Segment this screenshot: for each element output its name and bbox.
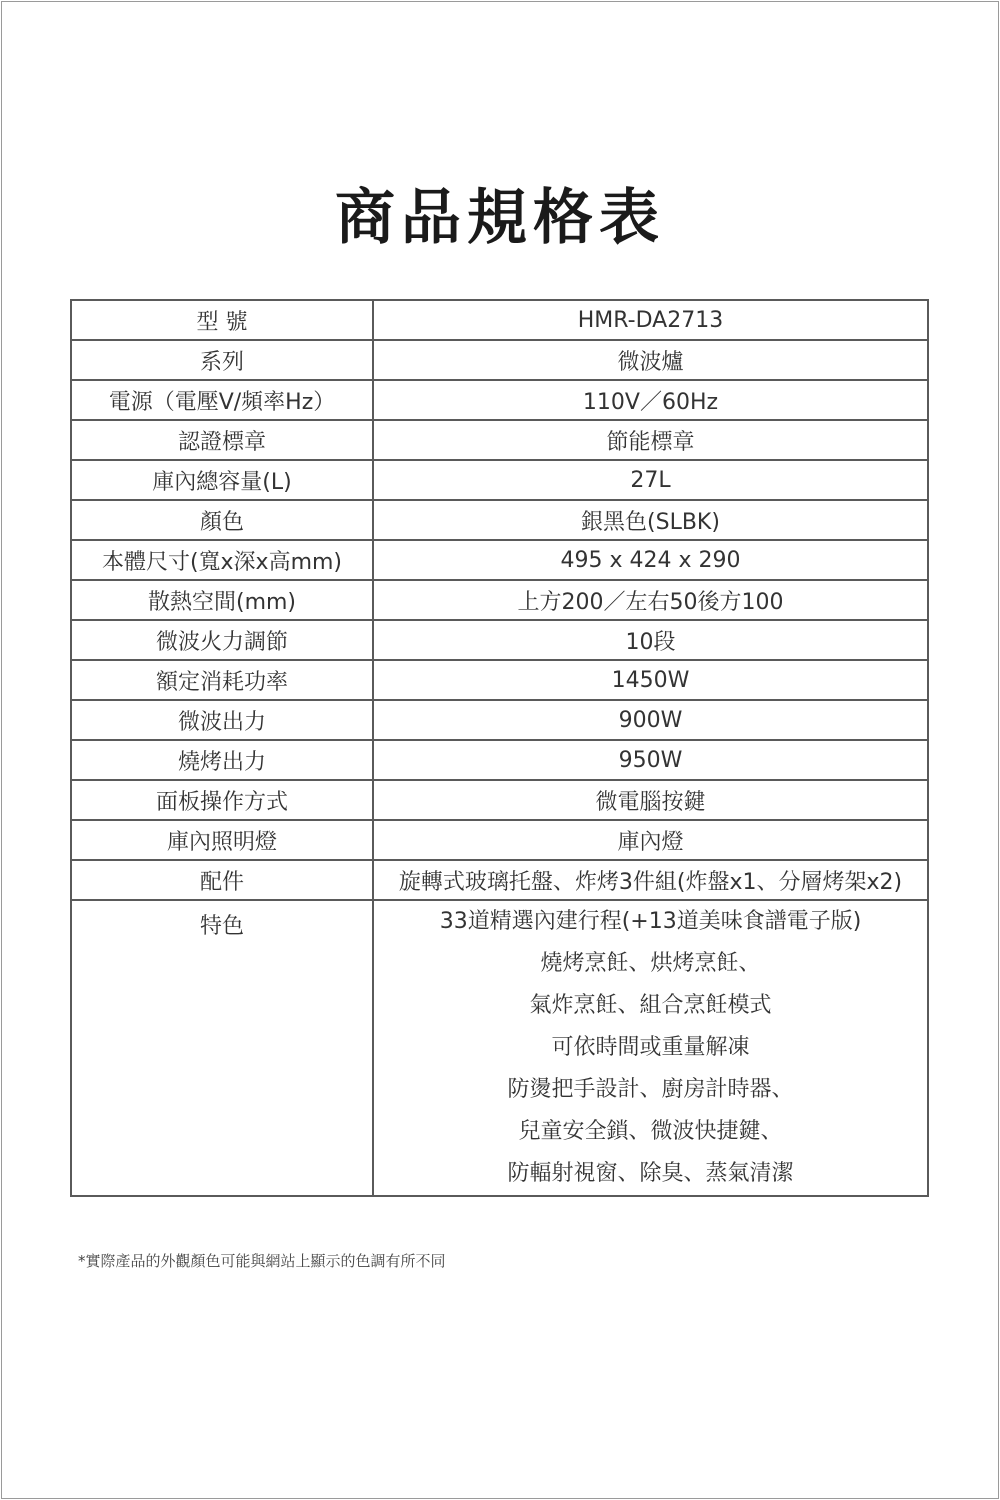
- spec-row: [71, 780, 928, 820]
- spec-value: 27L: [373, 460, 928, 500]
- spec-row: [71, 540, 928, 580]
- spec-label: 認證標章: [71, 420, 373, 460]
- feature-line: 防燙把手設計、廚房計時器、: [507, 1077, 794, 1102]
- spec-row: [71, 620, 928, 660]
- spec-label: 微波出力: [71, 700, 373, 740]
- footnote: *實際產品的外觀顏色可能與網站上顯示的色調有所不同: [78, 1252, 446, 1270]
- spec-label: 燒烤出力: [71, 740, 373, 780]
- spec-label: 微波火力調節: [71, 620, 373, 660]
- feature-line: 兒童安全鎖、微波快捷鍵、: [518, 1119, 783, 1144]
- spec-row: [71, 340, 928, 380]
- spec-value: HMR-DA2713: [373, 300, 928, 340]
- feature-line: 燒烤烹飪、烘烤烹飪、: [540, 951, 761, 976]
- spec-row-features: [71, 900, 928, 1196]
- spec-label: 系列: [71, 340, 373, 380]
- spec-label: 面板操作方式: [71, 780, 373, 820]
- spec-value: 微電腦按鍵: [373, 780, 928, 820]
- spec-row: [71, 580, 928, 620]
- spec-value: 900W: [373, 700, 928, 740]
- page-title: 商品規格表: [335, 183, 665, 253]
- spec-value: 10段: [373, 620, 928, 660]
- spec-label: 庫內照明燈: [71, 820, 373, 860]
- spec-value: 節能標章: [373, 420, 928, 460]
- spec-value-features: [373, 900, 928, 1196]
- spec-label: 顏色: [71, 500, 373, 540]
- spec-row: [71, 300, 928, 340]
- spec-row: [71, 380, 928, 420]
- spec-value: 1450W: [373, 660, 928, 700]
- spec-value: 950W: [373, 740, 928, 780]
- feature-line: 33道精選內建行程(+13道美味食譜電子版): [439, 909, 862, 934]
- spec-value: 上方200／左右50後方100: [373, 580, 928, 620]
- spec-row: [71, 460, 928, 500]
- spec-label: 額定消耗功率: [71, 660, 373, 700]
- feature-line: 防輻射視窗、除臭、蒸氣清潔: [507, 1161, 794, 1186]
- spec-value: 銀黑色(SLBK): [373, 500, 928, 540]
- spec-value: 庫內燈: [373, 820, 928, 860]
- spec-row: [71, 740, 928, 780]
- spec-row: [71, 660, 928, 700]
- spec-label-features: 特色: [71, 900, 373, 1196]
- spec-value: 495 x 424 x 290: [373, 540, 928, 580]
- spec-row: [71, 420, 928, 460]
- spec-label: 本體尺寸(寬x深x高mm): [71, 540, 373, 580]
- spec-label: 散熱空間(mm): [71, 580, 373, 620]
- spec-label: 配件: [71, 860, 373, 900]
- spec-row: [71, 500, 928, 540]
- spec-label: 庫內總容量(L): [71, 460, 373, 500]
- spec-row: [71, 820, 928, 860]
- feature-line: 可依時間或重量解凍: [551, 1035, 750, 1060]
- spec-value: 110V／60Hz: [373, 380, 928, 420]
- spec-row: [71, 700, 928, 740]
- spec-label: 型 號: [71, 300, 373, 340]
- spec-table: [70, 299, 929, 1197]
- spec-table-body: [71, 300, 928, 1196]
- spec-label: 電源（電壓V/頻率Hz）: [71, 380, 373, 420]
- spec-value: 旋轉式玻璃托盤、炸烤3件組(炸盤x1、分層烤架x2): [373, 860, 928, 900]
- spec-value: 微波爐: [373, 340, 928, 380]
- spec-row: [71, 860, 928, 900]
- feature-line: 氣炸烹飪、組合烹飪模式: [529, 993, 772, 1018]
